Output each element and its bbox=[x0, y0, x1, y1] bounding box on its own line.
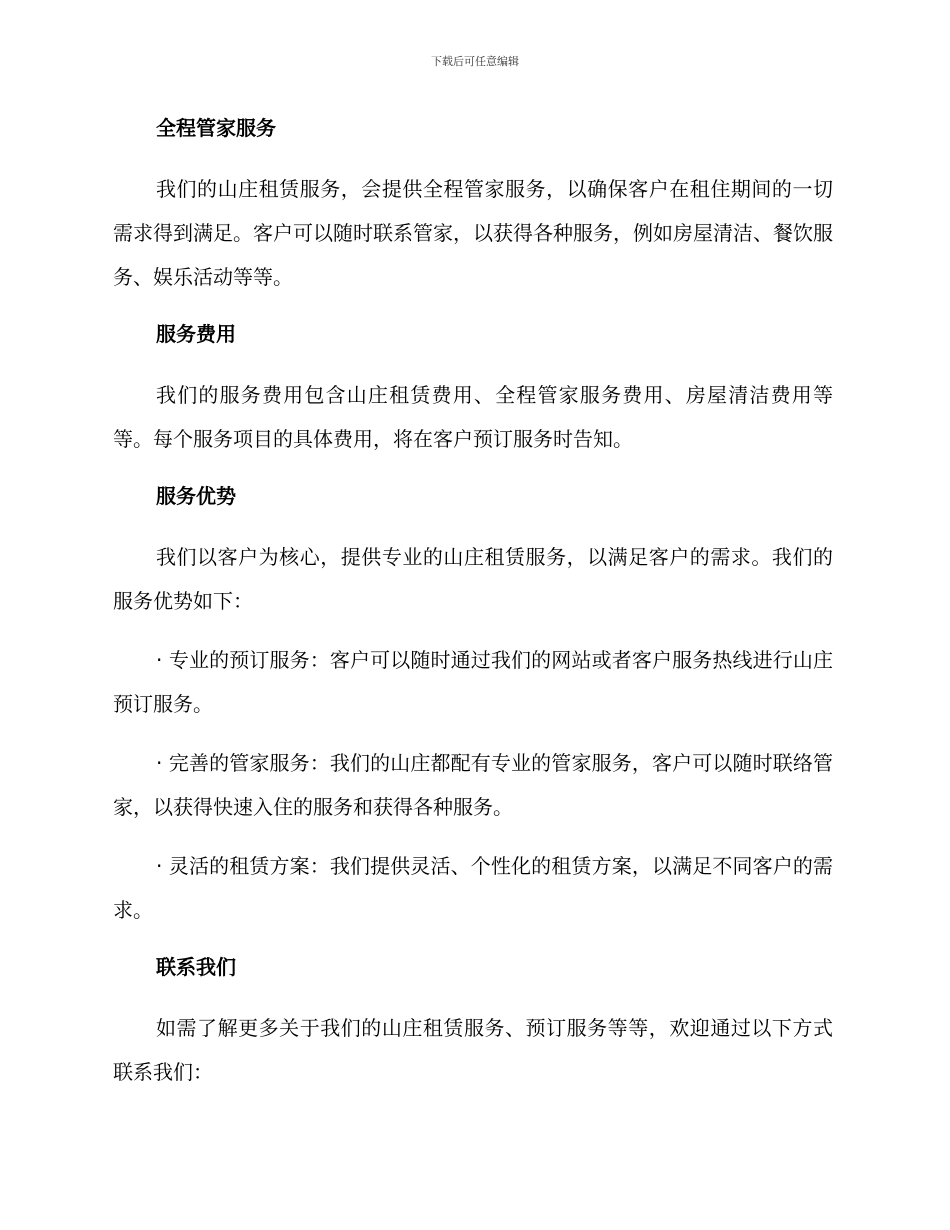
bullet-item: · 灵活的租赁方案：我们提供灵活、个性化的租赁方案，以满足不同客户的需求。 bbox=[113, 854, 833, 922]
bullet-item: · 专业的预订服务：客户可以随时通过我们的网站或者客户服务热线进行山庄预订服务。 bbox=[113, 648, 833, 716]
section-heading: 服务优势 bbox=[156, 484, 236, 508]
paragraph: 我们以客户为核心，提供专业的山庄租赁服务，以满足客户的需求。我们的服务优势如下： bbox=[113, 545, 833, 613]
section-heading: 全程管家服务 bbox=[156, 116, 276, 140]
section-heading: 服务费用 bbox=[156, 322, 236, 346]
section-service-fees bbox=[113, 314, 833, 461]
header-note: 下载后可任意编辑 bbox=[431, 55, 519, 68]
paragraph: 我们的山庄租赁服务，会提供全程管家服务，以确保客户在租住期间的一切需求得到满足。客户可以随时联系管家，以获得各种服务，例如房屋清洁、餐饮服务、娱乐活动等等。 bbox=[113, 177, 833, 289]
section-service-advantages bbox=[113, 476, 833, 932]
bullet-item: · 完善的管家服务：我们的山庄都配有专业的管家服务，客户可以随时联络管家，以获得快速入住的服务和获得各种服务。 bbox=[113, 751, 833, 819]
section-heading: 联系我们 bbox=[156, 955, 236, 979]
paragraph: 如需了解更多关于我们的山庄租赁服务、预订服务等等，欢迎通过以下方式联系我们： bbox=[113, 1016, 833, 1084]
section-contact-us bbox=[113, 947, 833, 1094]
paragraph: 我们的服务费用包含山庄租赁费用、全程管家服务费用、房屋清洁费用等等。每个服务项目的具体费用，将在客户预订服务时告知。 bbox=[113, 383, 833, 451]
document-body bbox=[113, 108, 833, 1109]
section-butler-service bbox=[113, 108, 833, 299]
